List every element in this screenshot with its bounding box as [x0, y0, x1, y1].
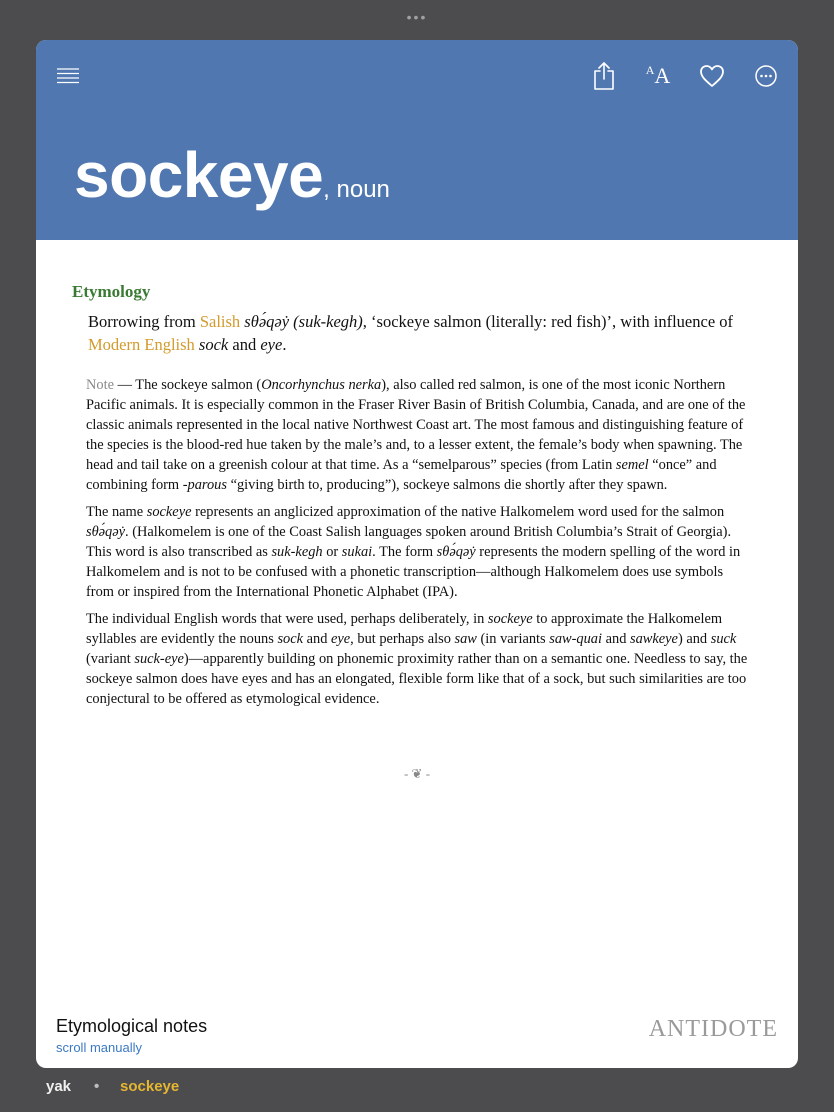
modern-english-link[interactable]: Modern English: [88, 335, 195, 354]
entry-header: [36, 40, 798, 240]
etym-word-eye: eye: [260, 335, 283, 354]
etymological-note: [86, 375, 752, 716]
note-italic: Oncorhynchus nerka: [261, 377, 382, 393]
note-italic: suk-kegh: [271, 544, 323, 560]
note-italic: sukai: [341, 544, 373, 560]
note-text: represents the modern spelling of the word in Halkomelem and is not to be confused with a phonetic transcription—although Halkomelem does use symbols from or inspired from the International Phonetic Alphabet (IPA).: [86, 544, 741, 600]
note-paragraph: [86, 609, 752, 709]
note-italic: eye: [331, 631, 351, 647]
etymology-heading: Etymology: [72, 282, 151, 301]
note-text: ), also called red salmon, is one of the most iconic Northern Pacific animals. It is especially common in the Fraser River Basin of British Columbia, Canada, and are one of the classic animals represented in the local native Northwest Coast art. The most famous and distinguishing feature of the species is the blood-red hue taken by the male’s and, to a lesser extent, the female’s body when spawning. The head and tail take on a greenish colour at that time. As a “semelparous” species (from Latin: [86, 377, 746, 473]
etym-text: and: [228, 335, 261, 354]
note-text: ) and: [677, 631, 711, 647]
note-text: The name: [86, 504, 147, 520]
note-italic: sθə́qəẏ: [86, 524, 126, 540]
history-item-current[interactable]: sockeye: [120, 1078, 180, 1095]
scroll-manually-link[interactable]: scroll manually: [56, 1040, 142, 1055]
note-text: . The form: [372, 544, 437, 560]
note-italic: -parous: [182, 477, 227, 493]
etym-text: .: [282, 335, 287, 354]
note-text: to approximate the Halkomelem syllables are evidently the nouns: [86, 611, 723, 647]
etym-word-sock: sock: [198, 335, 229, 354]
sheet-grabber[interactable]: •••: [406, 9, 428, 25]
note-italic: saw: [454, 631, 477, 647]
history-separator: •: [94, 1078, 100, 1095]
note-text: or: [322, 544, 342, 560]
footer-title: Etymological notes: [56, 1016, 208, 1036]
note-label: Note: [86, 377, 114, 393]
more-options-icon[interactable]: [752, 62, 780, 90]
note-italic: sawkeye: [630, 631, 678, 647]
note-text: (variant: [86, 651, 135, 667]
history-item-previous[interactable]: yak: [46, 1078, 72, 1095]
headword-text: sockeye: [74, 139, 324, 211]
note-paragraph: [86, 502, 752, 602]
font-size-icon[interactable]: [644, 62, 672, 90]
etym-text: Borrowing from: [88, 312, 200, 331]
part-of-speech: , noun: [323, 176, 390, 203]
dictionary-sheet: [36, 40, 798, 1068]
note-text: , but perhaps also: [350, 631, 455, 647]
note-italic: sock: [277, 631, 304, 647]
note-italic: semel: [615, 457, 649, 473]
headword: [74, 138, 390, 212]
note-text: “giving birth to, producing”), sockeye salmons die shortly after they spawn.: [226, 477, 668, 493]
etymology-text: [88, 310, 758, 356]
menu-icon[interactable]: [56, 64, 80, 88]
note-paragraph: [86, 375, 752, 495]
fleuron-divider: - ❦ -: [403, 766, 431, 781]
note-text: The individual English words that were used, perhaps deliberately, in: [86, 611, 488, 627]
note-italic: sockeye: [146, 504, 192, 520]
note-italic: suck: [710, 631, 737, 647]
note-italic: sockeye: [487, 611, 533, 627]
note-italic: saw-quai: [549, 631, 603, 647]
note-text: )—apparently building on phonemic proximity rather than on a semantic one. Needless to say, the sockeye salmon does have eyes and has an elongated, flexible form like that of a sock, but such similarities are too conjectural to be offered as etymological evidence.: [86, 651, 748, 707]
font-icon-big-letter: A: [654, 63, 671, 88]
font-icon-small-letter: A: [645, 62, 655, 77]
history-nav: [0, 1076, 834, 1100]
note-text: represents an anglicized approximation of the native Halkomelem word used for the salmon: [191, 504, 725, 520]
note-text: and: [303, 631, 331, 647]
note-text: (in variants: [476, 631, 550, 647]
note-text: — The sockeye salmon (: [113, 377, 262, 393]
etym-source-word: sθə́qəẏ (suk-kegh): [240, 312, 363, 331]
note-italic: sθə́qəẏ: [436, 544, 476, 560]
favorite-heart-icon[interactable]: [698, 62, 726, 90]
antidote-logo: ANTIDOTE: [648, 1016, 778, 1042]
note-italic: suck-eye: [134, 651, 184, 667]
note-text: . (Halkomelem is one of the Coast Salish languages spoken around British Columbia’s Strait of Georgia). This word is also transcribed as: [86, 524, 732, 560]
salish-link[interactable]: Salish: [199, 312, 241, 331]
share-icon[interactable]: [590, 60, 618, 92]
note-text: “once” and combining form: [86, 457, 717, 493]
etym-text: , ‘sockeye salmon (literally: red fish)’, with influence of: [362, 312, 734, 331]
note-text: and: [602, 631, 630, 647]
